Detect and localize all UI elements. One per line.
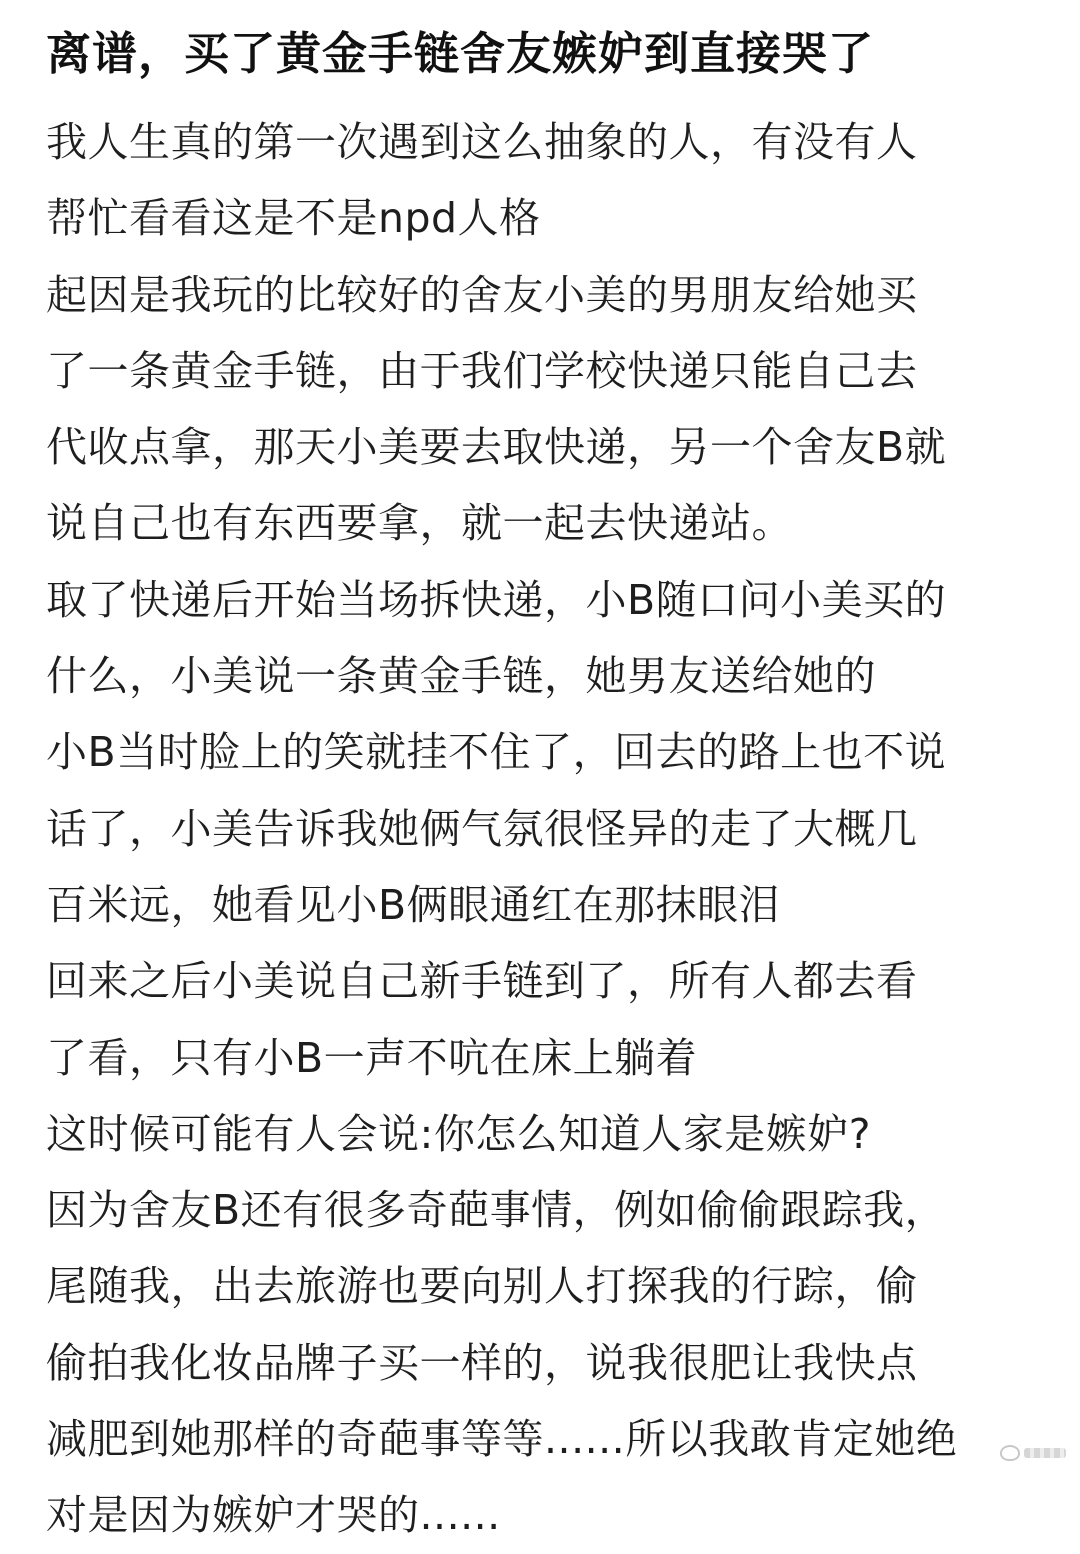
watermark bbox=[1000, 1443, 1066, 1463]
body-line: 代收点拿，那天小美要去取快递，另一个舍友B就 bbox=[46, 423, 947, 472]
body-line: 减肥到她那样的奇葩事等等......所以我敢肯定她绝 bbox=[46, 1415, 958, 1464]
body-line: 取了快递后开始当场拆快递，小B随口问小美买的 bbox=[46, 575, 947, 624]
post-title: 离谱，买了黄金手链舍友嫉妒到直接哭了 bbox=[46, 27, 875, 80]
post-body bbox=[46, 104, 1046, 1554]
body-line: 对是因为嫉妒才哭的...... bbox=[46, 1491, 501, 1540]
body-line: 起因是我玩的比较好的舍友小美的男朋友给她买 bbox=[46, 270, 918, 319]
body-line: 我人生真的第一次遇到这么抽象的人，有没有人 bbox=[46, 118, 918, 166]
body-line: 因为舍友B还有很多奇葩事情，例如偷偷跟踪我， bbox=[46, 1186, 947, 1235]
weibo-logo-icon bbox=[1000, 1445, 1020, 1461]
body-line: 这时候可能有人会说:你怎么知道人家是嫉妒? bbox=[46, 1109, 872, 1158]
body-line: 小B当时脸上的笑就挂不住了，回去的路上也不说 bbox=[46, 728, 947, 777]
body-line: 话了，小美告诉我她俩气氛很怪异的走了大概几 bbox=[46, 804, 918, 853]
body-line: 百米远，她看见小B俩眼通红在那抹眼泪 bbox=[46, 880, 781, 929]
body-line: 帮忙看看这是不是npd人格 bbox=[46, 194, 541, 243]
body-line: 回来之后小美说自己新手链到了，所有人都去看 bbox=[46, 957, 918, 1006]
body-line: 了一条黄金手链，由于我们学校快递只能自己去 bbox=[46, 346, 918, 395]
body-line: 尾随我，出去旅游也要向别人打探我的行踪，偷 bbox=[46, 1262, 918, 1311]
body-line: 偷拍我化妆品牌子买一样的，说我很肥让我快点 bbox=[46, 1338, 918, 1387]
body-line: 什么，小美说一条黄金手链，她男友送给她的 bbox=[46, 652, 876, 701]
body-line: 了看，只有小B一声不吭在床上躺着 bbox=[46, 1033, 698, 1082]
body-line: 说自己也有东西要拿，就一起去快递站。 bbox=[46, 499, 793, 548]
watermark-handle bbox=[1024, 1448, 1066, 1458]
